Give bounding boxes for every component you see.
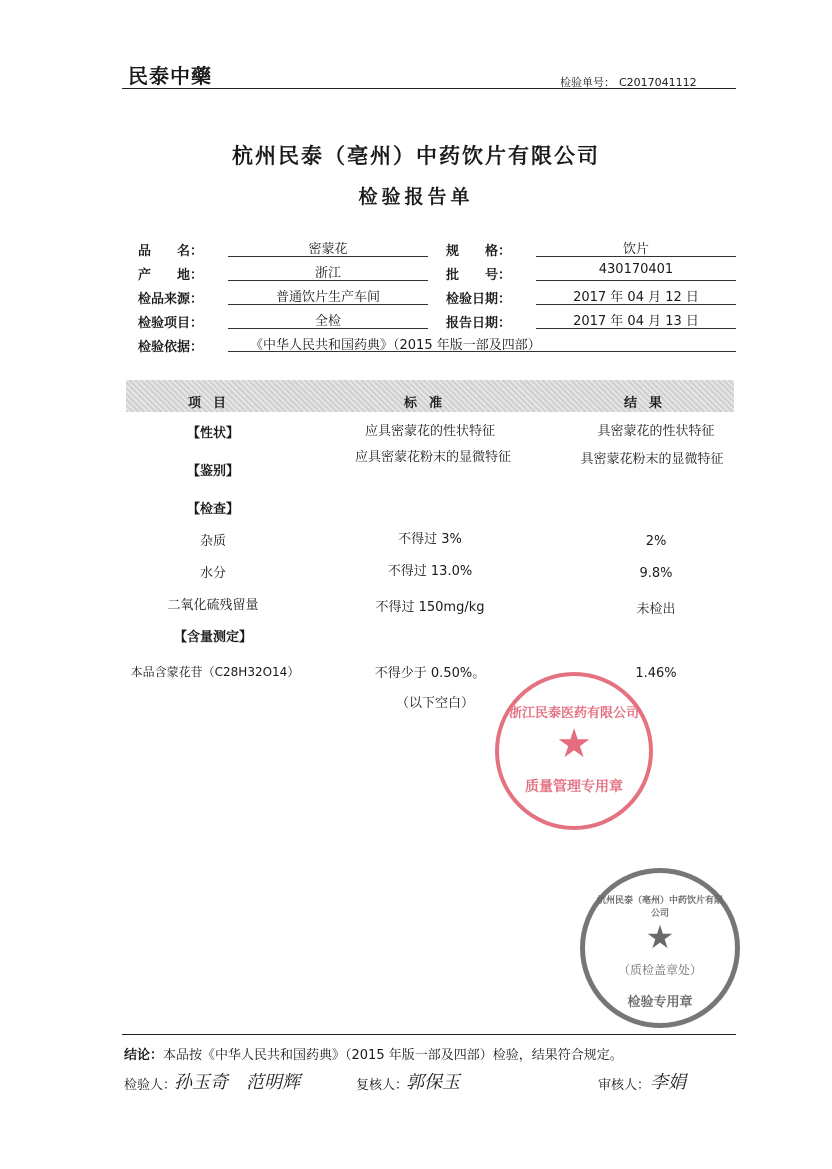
conclusion-label: 结论：: [124, 1048, 164, 1063]
batch-value: 430170401: [536, 262, 736, 281]
item-label: 检验项目：: [138, 316, 204, 331]
spec-label: 规 格：: [446, 244, 512, 259]
test-date-value: 2017 年 04 月 12 日: [536, 286, 736, 305]
row-impurity-standard: 不得过 3%: [398, 532, 462, 547]
row-assay-standard: 不得少于 0.50%。: [374, 666, 486, 681]
row-assay-heading: 【含量测定】: [173, 630, 252, 645]
basis-label: 检验依据：: [138, 340, 204, 355]
inspection-stamp-bottom-text: 检验专用章: [627, 995, 693, 1010]
row-assay-result: 1.46%: [635, 666, 677, 681]
row-so2-standard: 不得过 150mg/kg: [375, 600, 485, 615]
row-identification-standard: 应具密蒙花粉末的显微特征: [354, 450, 511, 465]
row-moisture-standard: 不得过 13.0%: [387, 564, 473, 579]
quality-stamp-bottom-text: 质量管理专用章: [525, 779, 623, 795]
row-so2-item: 二氧化硫残留量: [167, 598, 259, 613]
row-moisture-result: 9.8%: [639, 566, 673, 581]
approver-signature: 李娟: [650, 1072, 686, 1093]
inspection-stamp-mid-text: （质检盖章处）: [617, 963, 702, 977]
inspection-stamp-top-text: 杭州民泰（亳州）中药饮片有限公司: [596, 896, 723, 919]
conclusion: [124, 1044, 623, 1063]
source-value: 普通饮片生产车间: [228, 286, 428, 305]
footer-divider: [122, 1034, 736, 1035]
inspection-stamp-star-icon: ★: [645, 918, 675, 956]
row-check-heading: 【检查】: [186, 502, 239, 517]
name-label: 品 名：: [138, 244, 204, 259]
origin-label: 产 地：: [138, 268, 204, 283]
blank-note: （以下空白）: [395, 696, 474, 711]
quality-stamp-top-text: 浙江民泰医药有限公司: [508, 706, 639, 721]
table-header-item: 项目: [188, 396, 239, 411]
header-divider: [122, 88, 736, 89]
row-moisture-item: 水分: [199, 566, 226, 581]
inspector-signature: 孙玉奇 范明辉: [174, 1072, 300, 1093]
row-appearance-result: 具密蒙花的性状特征: [597, 424, 715, 439]
inspector-label: 检验人：: [124, 1078, 177, 1093]
company-logo: 民泰中藥: [128, 64, 212, 88]
quality-stamp: [495, 672, 653, 830]
basis-value: 《中华人民共和国药典》（2015 年版一部及四部）: [228, 334, 736, 352]
table-header-standard: 标准: [404, 396, 455, 411]
company-title: 杭州民泰（亳州）中药饮片有限公司: [232, 144, 600, 168]
report-date-label: 报告日期：: [446, 316, 512, 331]
conclusion-text: 本品按《中华人民共和国药典》（2015 年版一部及四部）检验，结果符合规定。: [163, 1048, 623, 1063]
reviewer-signature: 郭保玉: [406, 1072, 460, 1093]
row-impurity-item: 杂质: [199, 534, 226, 549]
row-identification-item: 【鉴别】: [186, 464, 239, 479]
source-label: 检品来源：: [138, 292, 204, 307]
origin-value: 浙江: [228, 262, 428, 281]
spec-value: 饮片: [536, 238, 736, 257]
approver-label: 审核人：: [598, 1078, 651, 1093]
test-date-label: 检验日期：: [446, 292, 512, 307]
row-so2-result: 未检出: [636, 602, 676, 617]
report-number-label: 检验单号：: [560, 76, 615, 89]
row-impurity-result: 2%: [645, 534, 667, 549]
row-assay-item: 本品含蒙花苷（C28H32O14）: [130, 665, 300, 679]
row-appearance-standard: 应具密蒙花的性状特征: [364, 424, 495, 439]
name-value: 密蒙花: [228, 238, 428, 257]
report-number-value: C2017041112: [619, 76, 697, 89]
reviewer-label: 复核人：: [356, 1078, 409, 1093]
document-title: 检验报告单: [358, 186, 474, 208]
batch-label: 批 号：: [446, 268, 512, 283]
inspection-stamp: [580, 868, 740, 1028]
row-appearance-item: 【性状】: [186, 426, 239, 441]
table-header-result: 结果: [624, 396, 675, 411]
item-value: 全检: [228, 310, 428, 329]
report-date-value: 2017 年 04 月 13 日: [536, 310, 736, 329]
row-identification-result: 具密蒙花粉末的显微特征: [580, 452, 724, 467]
quality-stamp-star-icon: ★: [556, 721, 592, 767]
